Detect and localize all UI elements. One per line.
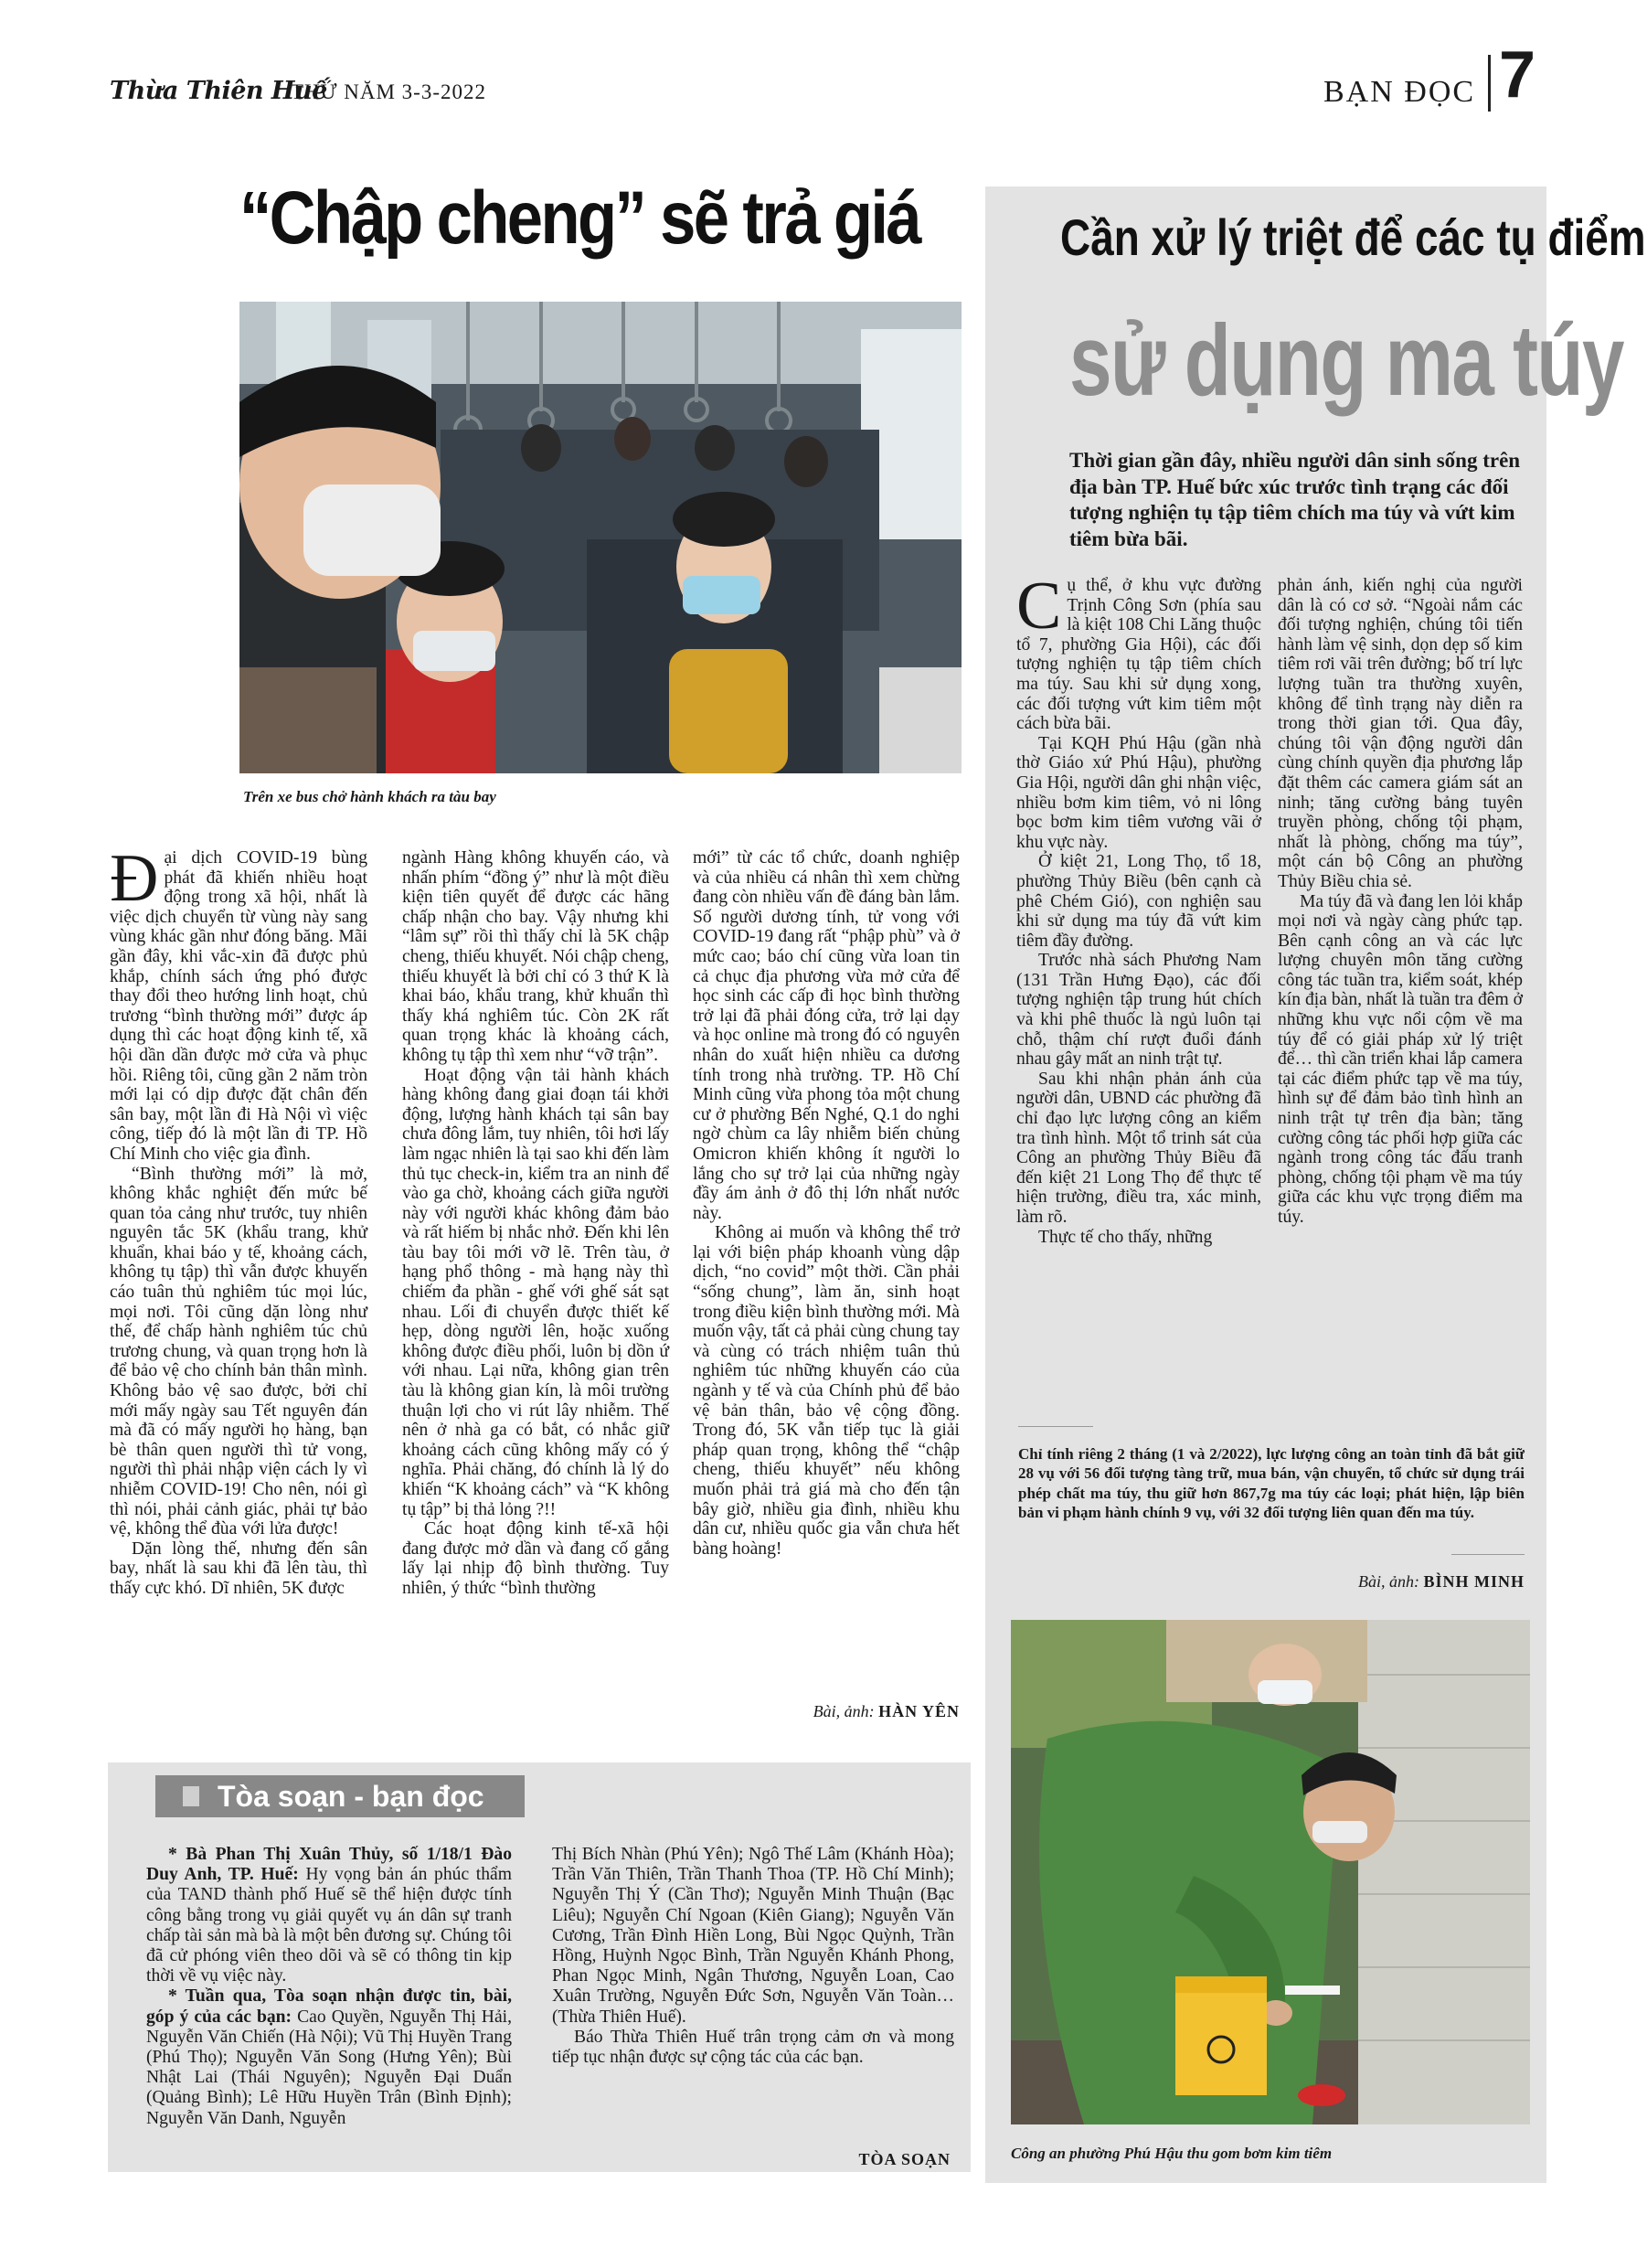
left-article-headline: “Chập cheng” sẽ trả giá <box>239 176 920 260</box>
paragraph: Hoạt động vận tải hành khách hàng không đang giai đoạn tái khởi động, lượng hành khách tại sân bay chưa đông lắm, tuy nhiên, tôi hơi lấy làm ngạc nhiên là tại sao khi đến làm thủ tục check-in, kiểm tra an ninh để vào ga chờ, khoảng cách giữa người này với người khác không đảm bảo và rất hiếm bị nhắc nhở. Đến khi lên tàu bay tôi mới vỡ lẽ. Trên tàu, ở hạng phổ thông - mà hạng này thì chiếm đa phần - ghế với ghế sát sạt nhau. Lối đi chuyển được thiết kế hẹp, dòng người lên, hoặc xuống không được điều phối, luôn bị dồn ứ với nhau. Lại nữa, không gian trên tàu là không gian kín, là môi trường thuận lợi cho vi rút lây nhiễm. Thế nên ở nhà ga có bắt, có nhắc giữ khoảng cách cũng không mấy có ý nghĩa. Phải chăng, đó chính là lý do khiến “K khoảng cách” và “K không tụ tập” bị thả lỏng ?!! <box>402 1065 669 1519</box>
paragraph: Dặn lòng thế, nhưng đến sân bay, nhất là sau khi đã lên tàu, thì thấy cực khó. Dĩ nhiên, 5K được <box>110 1539 367 1598</box>
contributors-lead: * Tuần qua, Tòa soạn nhận được tin, bài, góp ý của các bạn: <box>146 1986 512 2027</box>
mailbox-title-text: Tòa soạn - bạn đọc <box>218 1780 484 1813</box>
issue-date: THỨ NĂM 3-3-2022 <box>291 80 486 103</box>
paragraph: ụ thể, ở khu vực đường Trịnh Công Sơn (phía sau là kiệt 108 Chi Lăng thuộc tổ 7, phường Gia Hội), các đối tượng nghiện tụ tập tiêm chích ma túy. Sau khi sử dụng xong, các đối tượng vứt kim tiêm một cách bừa bãi. <box>1016 576 1261 734</box>
reply-paragraph: * Bà Phan Thị Xuân Thủy, số 1/18/1 Đào Duy Anh, TP. Huế: Hy vọng bản án phúc thẩm của TAND thành phố Huế sẽ thể hiện được tính công bằng trong vụ giải quyết vụ án dân sự tranh chấp tài sản mà bà là một bên đương sự. Chúng tôi đã cử phóng viên theo dõi và sẽ có thông tin kịp thời về vụ việc này. <box>146 1845 512 1986</box>
left-article-byline: Bài, ảnh: HÀN YÊN <box>813 1702 960 1720</box>
stat-box-bottom-rule <box>1451 1554 1525 1555</box>
mailbox-column-1 <box>146 1845 512 2129</box>
contributors-paragraph: * Tuần qua, Tòa soạn nhận được tin, bài, góp ý của các bạn: Cao Quyền, Nguyễn Thị Hải, Nguyễn Văn Chiến (Hà Nội); Vũ Thị Huyền Trang (Phú Thọ); Nguyễn Văn Song (Hưng Yên); Bùi Nhật Lai (Thái Nguyên); Nguyễn Đại Duẩn (Quảng Bình); Lê Hữu Huyền Trân (Bình Định); Nguyễn Văn Danh, Nguyễn <box>146 1986 512 2128</box>
section-title: BẠN ĐỌC <box>1323 75 1476 109</box>
right-article-column-1 <box>1016 569 1261 1247</box>
right-article-byline: Bài, ảnh: BÌNH MINH <box>1357 1572 1525 1591</box>
mailbox-signature: TÒA SOẠN <box>858 2150 951 2168</box>
right-article-headline-line2: sử dụng ma túy <box>1069 304 1623 417</box>
left-article-column-2 <box>402 848 669 1599</box>
paragraph: phản ánh, kiến nghị của người dân là có cơ sở. “Ngoài nắm các đối tượng nghiện, chúng tôi tiến hành làm vệ sinh, dọn dẹp số kim tiêm rơi vãi trên đường; bố trí lực lượng tuần tra thường xuyên, không để tình trạng này diễn ra trong thời gian tới. Qua đây, chúng tôi vận động người dân cùng chính quyền địa phương lắp đặt thêm các camera giám sát an ninh; tăng cường bảng tuyên truyền phòng, chống tội phạm, nhất là phòng, chống ma túy”, một cán bộ Công an phường Thủy Biều chia sẻ. <box>1278 576 1523 891</box>
newspaper-name: Thừa Thiên Huế <box>110 77 327 105</box>
paragraph: Không ai muốn và không thể trở lại với biện pháp khoanh vùng dập dịch, “no covid” một thời. Cần phải “sống chung”, làm ăn, sinh hoạt trong điều kiện bình thường mới. Mà muốn vậy, tất cả phải cùng chung tay và cùng có trách nhiệm tuân thủ nghiêm túc những khuyến cáo của ngành y tế và của Chính phủ để bảo vệ bản thân, bảo vệ cộng đồng. Trong đó, 5K vẫn tiếp tục là giải pháp quan trọng, không thể “chập cheng, thiếu khuyết” nếu không muốn phải trả giá mà cho đến tận bây giờ, nhiều gia đình, nhiều khu dân cư, nhiều quốc gia vẫn chưa hết bàng hoàng! <box>693 1223 960 1559</box>
thanks-paragraph: Báo Thừa Thiên Huế trân trọng cảm ơn và mong tiếp tục nhận được sự cộng tác của các bạn. <box>552 2027 954 2068</box>
right-article-column-2 <box>1278 576 1523 1228</box>
paragraph: Tại KQH Phú Hậu (gần nhà thờ Giáo xứ Phú Hậu), phường Gia Hội, người dân ghi nhận việc, nhiều bơm kim tiêm, vỏ ni lông bọc bơm kim tiêm vương vãi ở khu vực này. <box>1016 733 1261 852</box>
paragraph: mới” từ các tổ chức, doanh nghiệp và của nhiều cá nhân thì xem chừng đang còn nhiều vấn đề đáng bàn lắm. Số người dương tính, tử vong với COVID-19 đang rất “phập phù” và ở mức cao; báo chí cũng vừa loan tin cả chục địa phương vừa mở cửa để học sinh các cấp đi học bình thường trở lại đã phải đóng cửa, trở lại dạy và học online mà trong đó có nguyên nhân do xuất hiện nhiều ca dương tính trong nhà trường. TP. Hồ Chí Minh cũng vừa phong tỏa một chung cư ở phường Bến Nghé, Q.1 do nghi ngờ chùm ca lây nhiễm biến chủng Omicron khiến không ít người lo lắng cho sự trở lại của những ngày đầy ám ảnh ở đô thị lớn nhất nước này. <box>693 848 960 1223</box>
paragraph: Ở kiệt 21, Long Thọ, tổ 18, phường Thủy Biều (bên cạnh cà phê Chém Gió), con nghiện sau khi sử dụng ma túy đã vứt kim tiêm đầy đường. <box>1016 852 1261 951</box>
reply-recipient: * Bà Phan Thị Xuân Thủy, số 1/18/1 Đào Duy Anh, TP. Huế: <box>146 1845 512 1885</box>
dropcap-letter: Đ <box>110 841 159 916</box>
right-article-headline-line1: Cần xử lý triệt để các tụ điểm <box>1060 208 1646 266</box>
header-divider <box>1488 55 1491 112</box>
dropcap-letter: C <box>1016 569 1062 644</box>
paragraph: Sau khi nhận phản ánh của người dân, UBND các phường đã chỉ đạo lực lượng công an kiểm tra tình hình. Một tổ trinh sát của Công an phường Thủy Biều đã đến kiệt 21 Long Thọ để thực tế hiện trường, điều tra, xác minh, làm rõ. <box>1016 1069 1261 1227</box>
contributors-continued: Thị Bích Nhàn (Phú Yên); Ngô Thế Lâm (Khánh Hòa); Trần Văn Thiên, Trần Thanh Thoa (TP. Hồ Chí Minh); Nguyễn Thị Ý (Cần Thơ); Nguyễn Minh Thuận (Bạc Liêu); Nguyễn Chí Ngoan (Kiên Giang); Nguyễn Văn Cương, Trần Đình Hiền Long, Bùi Ngọc Quỳnh, Trần Hồng, Huỳnh Ngọc Bình, Trần Nguyễn Khánh Phong, Phan Ngọc Minh, Ngân Thương, Nguyễn Loan, Cao Xuân Trường, Nguyễn Đức Sơn, Nguyễn Văn Toàn… (Thừa Thiên Huế). <box>552 1845 954 2027</box>
drug-statistics-box: Chỉ tính riêng 2 tháng (1 và 2/2022), lực lượng công an toàn tỉnh đã bắt giữ 28 vụ với 56 đối tượng tàng trữ, mua bán, vận chuyển, tổ chức sử dụng trái phép chất ma túy, thu giữ hơn 867,7g ma túy các loại; phát hiện, lập biên bản vi phạm hành chính 9 vụ, với 32 đối tượng liên quan đến ma túy. <box>1018 1445 1525 1521</box>
paragraph: Ma túy đã và đang len lỏi khắp mọi nơi và ngày càng phức tạp. Bên cạnh công an và các lực lượng chuyên môn tăng cường công tác tuần tra, kiểm soát, khép kín địa bàn, nhất là tuần tra đêm ở những khu vực nổi cộm về ma túy để có giải pháp xử lý triệt để… thì cần triển khai lắp camera tại các điểm phức tạp về ma túy, hình sự để đảm bảo tình hình an ninh trật tự trên địa bàn; tăng cường công tác phối hợp giữa các ngành trong công tác đấu tranh phòng, chống tội phạm về ma túy giữa các khu vực trọng điểm ma túy. <box>1278 891 1523 1227</box>
paragraph: Thực tế cho thấy, những <box>1038 1227 1213 1247</box>
page-number: 7 <box>1499 38 1536 112</box>
author: HÀN YÊN <box>878 1702 960 1720</box>
mailbox-column-2 <box>552 1845 954 2068</box>
left-article-column-3 <box>693 848 960 1559</box>
stat-box-top-rule <box>1018 1426 1093 1427</box>
paragraph: Các hoạt động kinh tế-xã hội đang được mở dần và đang cố gắng lấy lại nhịp độ bình thường. Tuy nhiên, ý thức “bình thường <box>402 1519 669 1598</box>
paragraph: “Bình thường mới” là mở, không khắc nghiệt đến mức bế quan tỏa cảng như trước, tuy nhiên nguyên tắc 5K (khẩu trang, khử khuẩn, khai báo y tế, khoảng cách, không tụ tập) thì vẫn được khuyến cáo tuân thủ nghiêm túc mọi lúc, mọi nơi. Tôi cũng dặn lòng như thế, để chấp hành nghiêm túc chủ trương chung, và quan trọng hơn là để bảo vệ cho chính bản thân mình. Không bảo vệ sao được, bởi chỉ mới mấy ngày sau Tết nguyên đán mà đã có mấy người họ hàng, bạn bè thân quen người thì tử vong, người thì phải nhập viện cách ly vì nhiễm COVID-19! Cho nên, nói gì thì nói, phải cảnh giác, phải tự bảo vệ, không thể đùa với lửa được! <box>110 1164 367 1539</box>
police-collecting-syringes-photo <box>1011 1620 1530 2124</box>
right-article-lead: Thời gian gần đây, nhiều người dân sinh sống trên địa bàn TP. Huế bức xúc trước tình trạng các đối tượng nghiện tụ tập tiêm chích ma túy và vứt kim tiêm bừa bãi. <box>1069 449 1521 550</box>
left-article-column-1 <box>110 841 367 1599</box>
mailbox-title <box>155 1775 525 1817</box>
right-photo-caption: Công an phường Phú Hậu thu gom bơm kim tiêm <box>1011 2145 1333 2162</box>
author: BÌNH MINH <box>1423 1572 1525 1591</box>
title-accent-block <box>183 1786 199 1806</box>
left-photo-caption: Trên xe bus chở hành khách ra tàu bay <box>243 788 496 805</box>
paragraph: ngành Hàng không khuyến cáo, và nhấn phím “đồng ý” như là một điều kiện tiên quyết để được các hãng chấp nhận cho bay. Vậy nhưng khi “lâm sự” rồi thì thấy chỉ là 5K chập cheng, thiếu khuyết. Nói chập cheng, thiếu khuyết là bởi chỉ có 3 thứ K là khai báo, khẩu trang, khử khuẩn thì thấy khá nghiêm túc. Còn 2K rất quan trọng khác là khoảng cách, không tụ tập thì xem như “vỡ trận”. <box>402 848 669 1065</box>
bus-passengers-photo <box>239 302 962 773</box>
paragraph: ại dịch COVID-19 bùng phát đã khiến nhiều hoạt động trong xã hội, nhất là việc dịch chuyển từ vùng này sang vùng khác gần như đóng băng. Mãi gần đây, khi vắc-xin đã được phủ khắp, chính sách ứng phó được thay đổi theo hướng linh hoạt, chủ trương “bình thường mới” được áp dụng thì các hoạt động kinh tế, xã hội dần dần được mở cửa và phục hồi. Riêng tôi, cũng gần 2 năm tròn mới lại có dịp được đặt chân đến sân bay, một lần đi Hà Nội vì việc công, tiếp đó là một lần đi TP. Hồ Chí Minh cho việc gia đình. <box>110 848 367 1164</box>
paragraph: Trước nhà sách Phương Nam (131 Trần Hưng Đạo), các đối tượng nghiện tập trung hút chích và khi phê thuốc là ngủ luôn tại chỗ, thậm chí rượt đuổi đánh nhau gây mất an ninh trật tự. <box>1016 951 1261 1070</box>
